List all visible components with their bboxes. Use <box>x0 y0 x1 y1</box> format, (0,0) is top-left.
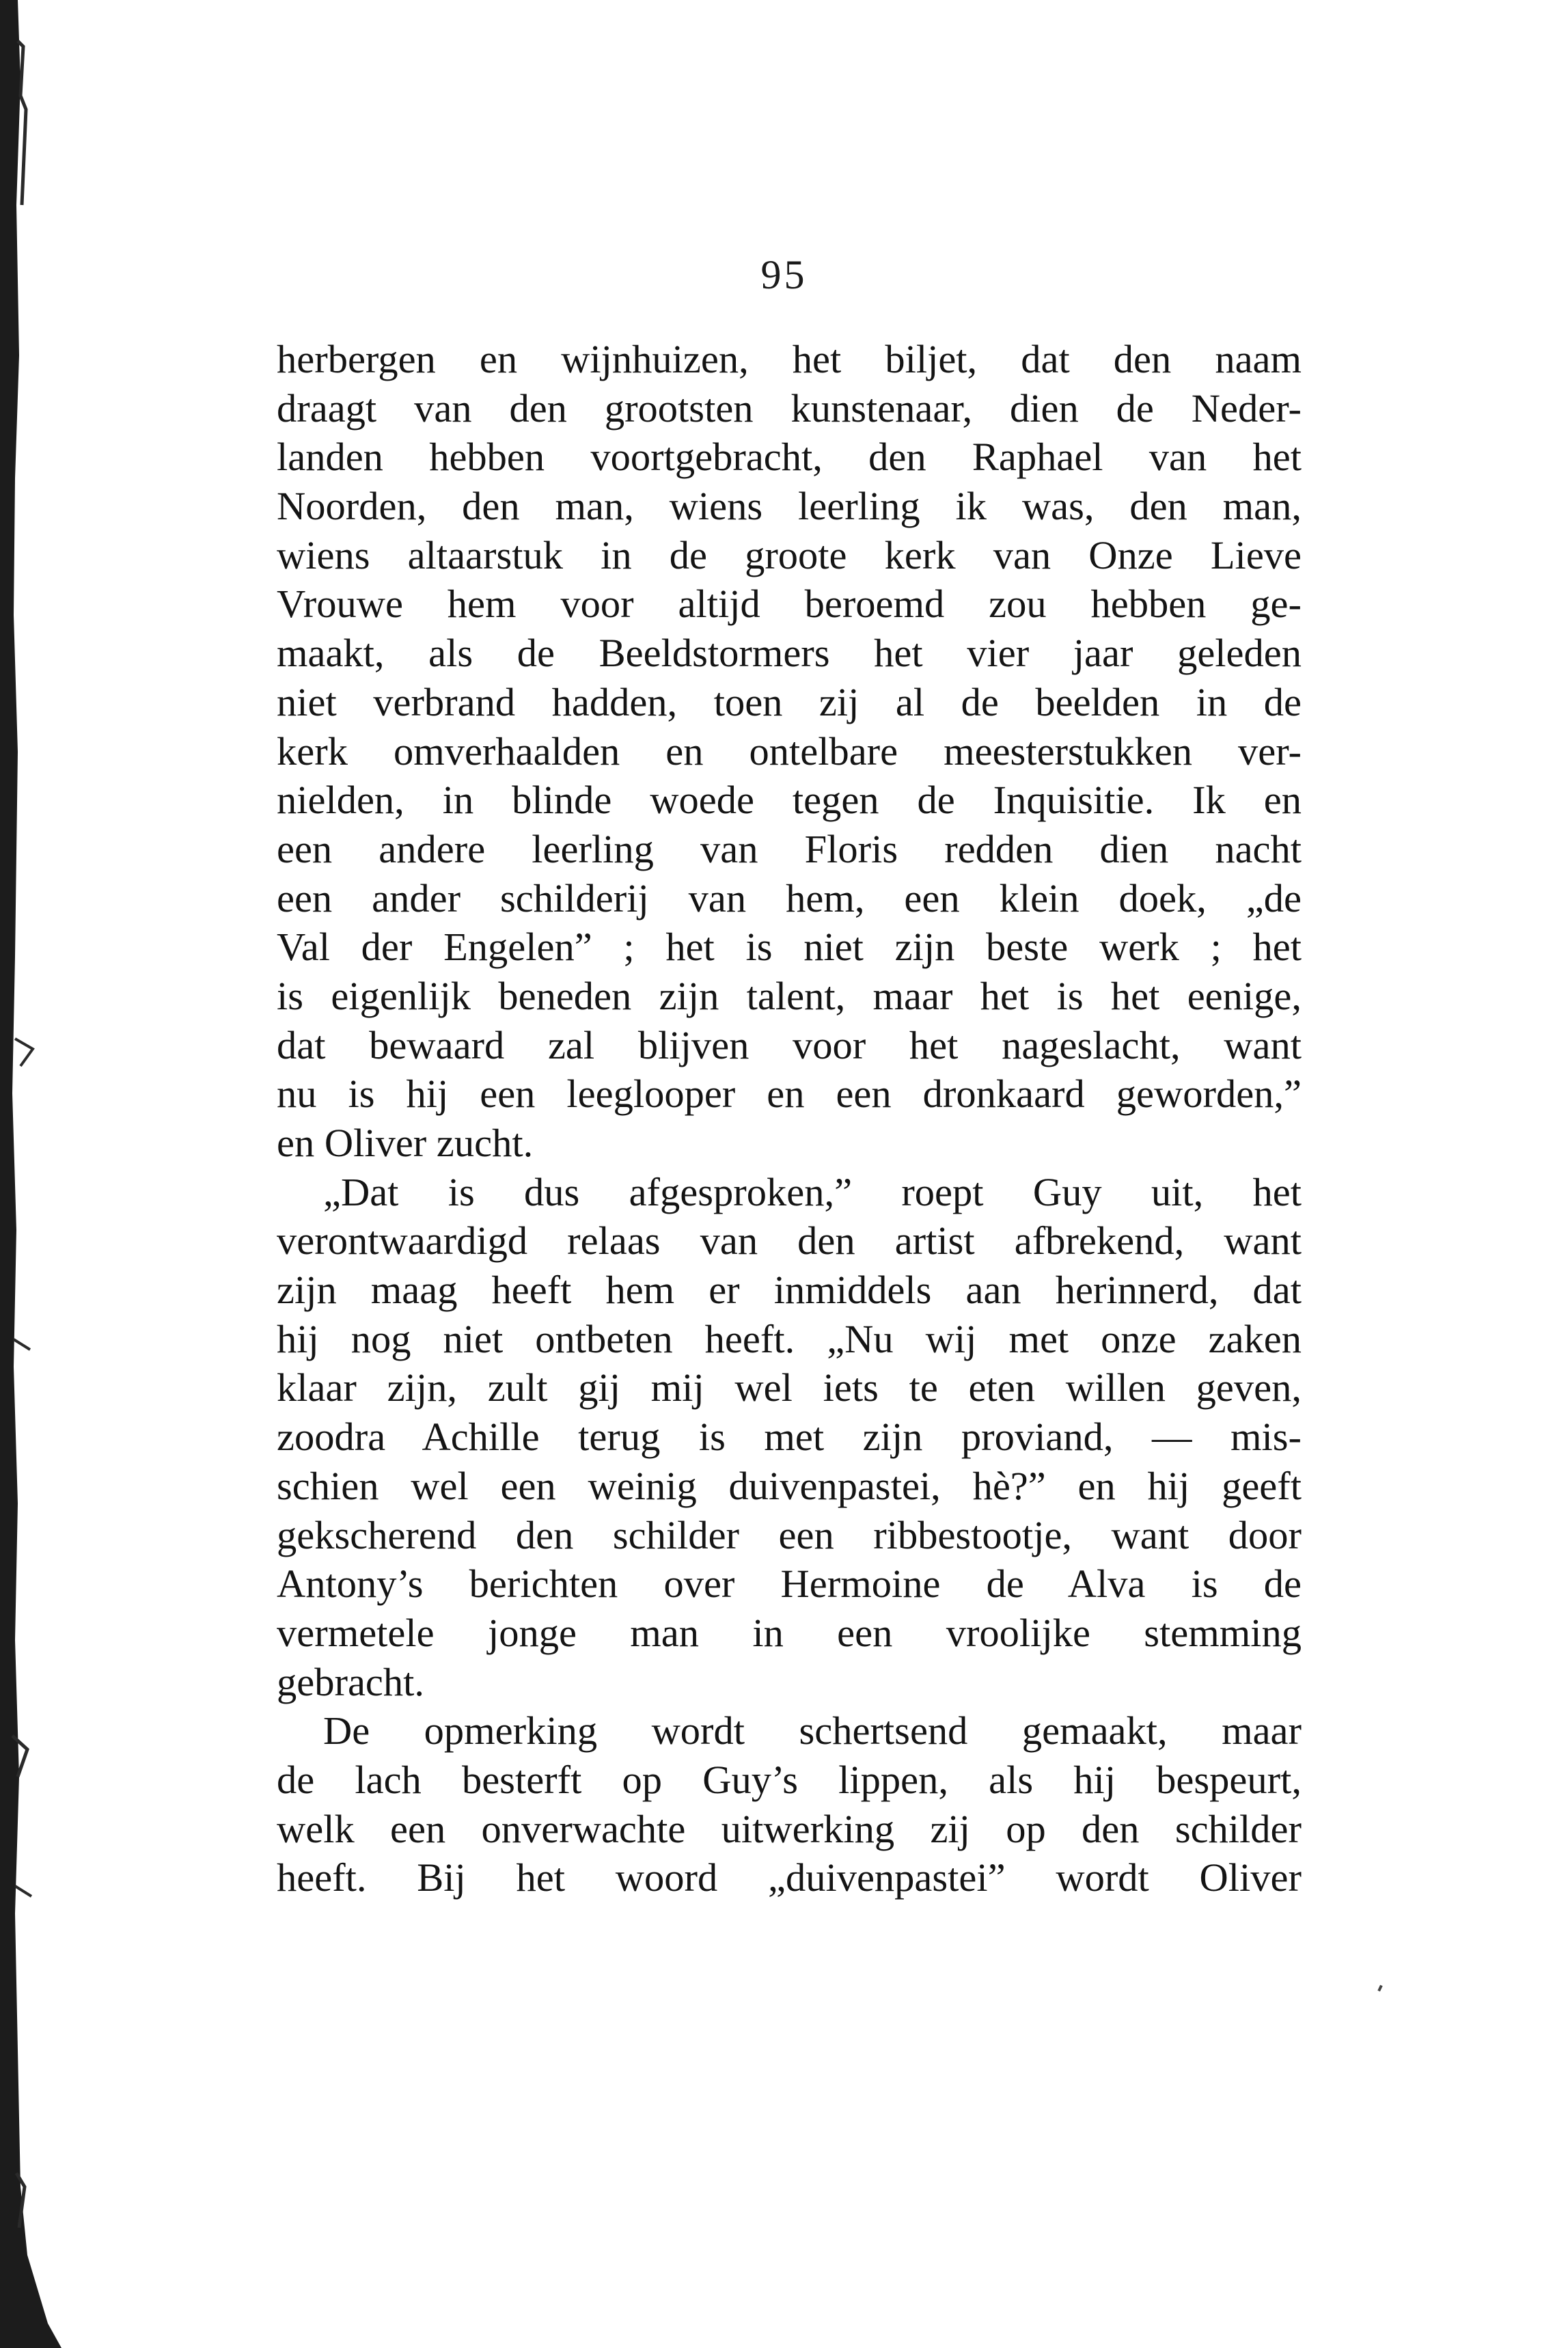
text-line: de lach besterft op Guy’s lippen, als hij bespeurt, <box>277 1757 1302 1802</box>
binding-edge <box>0 0 61 2348</box>
text-line: verontwaardigd relaas van den artist afbrekend, want <box>277 1218 1302 1264</box>
text-line: hij nog niet ontbeten heeft. „Nu wij met onze zaken <box>277 1316 1302 1361</box>
text-line: Vrouwe hem voor altijd beroemd zou hebben ge- <box>277 582 1302 627</box>
text-line: niet verbrand hadden, toen zij al de beelden in de <box>277 679 1302 724</box>
text-line: kerk omverhaalden en ontelbare meesterstukken ver- <box>277 728 1302 774</box>
page-number: 95 <box>760 252 808 297</box>
text-line: nielden, in blinde woede tegen de Inquisitie. Ik en <box>277 778 1302 823</box>
text-line: wiens altaarstuk in de groote kerk van Onze Lieve <box>277 532 1302 577</box>
text-line: Val der Engelen” ; het is niet zijn beste werk ; het <box>277 925 1302 970</box>
text-line: schien wel een weinig duivenpastei, hè?” en hij geeft <box>277 1463 1302 1508</box>
text-line: een ander schilderij van hem, een klein doek, „de <box>277 875 1302 920</box>
text-line: is eigenlijk beneden zijn talent, maar het is het eenige, <box>277 973 1302 1018</box>
body-text <box>277 335 1302 1902</box>
text-line: en Oliver zucht. <box>277 1121 534 1165</box>
text-line: herbergen en wijnhuizen, het biljet, dat den naam <box>277 337 1302 381</box>
text-line: draagt van den grootsten kunstenaar, dien de Neder- <box>277 385 1302 431</box>
text-line: welk een onverwachte uitwerking zij op den schilder <box>277 1806 1302 1851</box>
text-line: gebracht. <box>277 1659 425 1704</box>
text-line: nu is hij een leeglooper en een dronkaard geworden,” <box>277 1071 1302 1117</box>
text-line: klaar zijn, zult gij mij wel iets te eten willen geven, <box>277 1365 1302 1410</box>
print-speck <box>1377 1985 1382 1992</box>
text-line: Antony’s berichten over Hermoine de Alva is de <box>277 1561 1302 1607</box>
text-line: gekscherend den schilder een ribbestootje, want door <box>277 1512 1302 1557</box>
text-line: De opmerking wordt schertsend gemaakt, maar <box>323 1708 1302 1753</box>
text-line: Noorden, den man, wiens leerling ik was, den man, <box>277 484 1302 529</box>
text-line: maakt, als de Beeldstormers het vier jaar geleden <box>277 631 1302 676</box>
text-line: een andere leerling van Floris redden dien nacht <box>277 826 1302 871</box>
text-line: vermetele jonge man in een vroolijke stemming <box>277 1610 1302 1655</box>
text-line: zoodra Achille terug is met zijn proviand, — mis- <box>277 1415 1302 1460</box>
text-line: landen hebben voortgebracht, den Raphael van het <box>277 435 1302 480</box>
text-line: zijn maag heeft hem er inmiddels aan herinnerd, dat <box>277 1268 1302 1313</box>
text-line: „Dat is dus afgesproken,” roept Guy uit, het <box>323 1169 1302 1214</box>
text-line: heeft. Bij het woord „duivenpastei” wordt Oliver <box>277 1855 1302 1900</box>
text-line: dat bewaard zal blijven voor het nageslacht, want <box>277 1022 1302 1067</box>
